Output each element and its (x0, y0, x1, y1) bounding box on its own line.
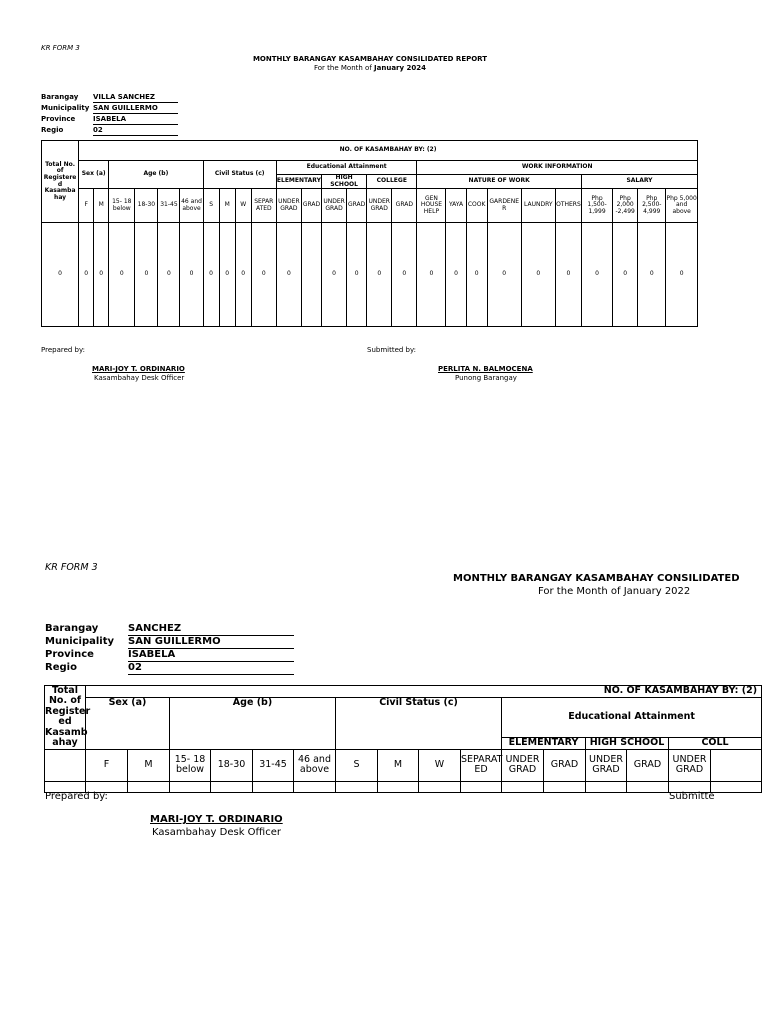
total-cell: 0 (42, 223, 79, 327)
col-header: GRAD (347, 189, 367, 223)
table-cell: 0 (367, 223, 392, 327)
educational-attainment-header: Educational Attainment (502, 698, 762, 738)
table-cell: 0 (666, 223, 698, 327)
table-cell: 0 (203, 223, 219, 327)
preparer-title: Kasambahay Desk Officer (94, 374, 185, 382)
table-cell: 0 (251, 223, 276, 327)
table-cell (301, 223, 321, 327)
col-header: UNDER GRAD (586, 749, 627, 781)
col-header: OTHERS (555, 189, 581, 223)
table-cell: 0 (613, 223, 638, 327)
total-header: Total No. of Registere d Kasamba hay (42, 141, 79, 223)
preparer-title: Kasambahay Desk Officer (152, 827, 281, 838)
field-value: SAN GUILLERMO (128, 636, 294, 649)
report-month: For the Month of January 2022 (538, 586, 691, 597)
col-header: 18-30 (135, 189, 158, 223)
col-header: UNDER GRAD (502, 749, 544, 781)
civil-status-header: Civil Status (c) (336, 698, 502, 750)
table-cell (627, 781, 669, 792)
nature-of-work-header: NATURE OF WORK (417, 175, 582, 189)
work-information-header: WORK INFORMATION (417, 161, 698, 175)
col-header: SEPAR ATED (251, 189, 276, 223)
preparer-name: MARI-JOY T. ORDINARIO (92, 365, 185, 373)
report-title: MONTHLY BARANGAY KASAMBAHAY CONSILIDATED (453, 573, 740, 584)
field-value: SANCHEZ (128, 623, 294, 636)
table-cell (586, 781, 627, 792)
table-cell: 0 (446, 223, 466, 327)
table-cell: 0 (392, 223, 417, 327)
table-cell: 0 (322, 223, 347, 327)
table-cell (502, 781, 544, 792)
col-header: Php 5,000 and above (666, 189, 698, 223)
submitted-by-label: Submitte (669, 791, 715, 802)
table-cell (544, 781, 586, 792)
table-cell: 0 (276, 223, 301, 327)
report-title: MONTHLY BARANGAY KASAMBAHAY CONSILIDATED REPORT (252, 55, 488, 63)
table-cell: 0 (158, 223, 180, 327)
no-of-kasambahay-header: NO. OF KASAMBAHAY BY: (2) (86, 686, 762, 698)
col-header: GARDENE R (487, 189, 521, 223)
table-cell (170, 781, 211, 792)
table-row (45, 781, 762, 792)
educational-attainment-header: Educational Attainment (276, 161, 417, 175)
table-row (42, 223, 698, 327)
col-header: 31-45 (253, 749, 294, 781)
civil-status-header: Civil Status (c) (203, 161, 276, 189)
col-header: GRAD (627, 749, 669, 781)
no-of-kasambahay-header: NO. OF KASAMBAHAY BY: (2) (79, 141, 698, 161)
col-header: COOK (466, 189, 487, 223)
col-header: M (378, 749, 419, 781)
submitter-name: PERLITA N. BALMOCENA (438, 365, 533, 373)
col-header: GRAD (392, 189, 417, 223)
table-cell (253, 781, 294, 792)
report-month: For the Month of January 2024 (314, 64, 426, 72)
col-header: 18-30 (211, 749, 253, 781)
col-header: F (79, 189, 94, 223)
sex-header: Sex (a) (79, 161, 109, 189)
preparer-name: MARI-JOY T. ORDINARIO (150, 814, 283, 825)
col-header: 15- 18 below (109, 189, 135, 223)
age-header: Age (b) (109, 161, 203, 189)
table-cell (294, 781, 336, 792)
location-fields (41, 92, 178, 136)
table-cell: 0 (180, 223, 203, 327)
table-cell (711, 781, 762, 792)
col-header: 46 and above (294, 749, 336, 781)
table-cell: 0 (487, 223, 521, 327)
elementary-header: ELEMENTARY (502, 737, 586, 749)
col-header: S (336, 749, 378, 781)
table-cell: 0 (638, 223, 666, 327)
col-header (711, 749, 762, 781)
report-table (41, 140, 698, 327)
submitted-by-label: Submitted by: (367, 346, 416, 354)
field-value: ISABELA (128, 649, 294, 662)
col-header: UNDER GRAD (322, 189, 347, 223)
table-cell: 0 (94, 223, 109, 327)
table-cell (419, 781, 461, 792)
field-label: Municipality (45, 636, 115, 647)
table-cell (336, 781, 378, 792)
col-header: YAYA (446, 189, 466, 223)
table-cell: 0 (555, 223, 581, 327)
table-cell: 0 (135, 223, 158, 327)
field-value: 02 (93, 125, 178, 136)
high-school-header: HIGH SCHOOL (322, 175, 367, 189)
table-cell: 0 (466, 223, 487, 327)
location-fields (45, 623, 294, 675)
col-header: 46 and above (180, 189, 203, 223)
col-header: GRAD (544, 749, 586, 781)
col-header: UNDER GRAD (669, 749, 711, 781)
table-cell: 0 (219, 223, 235, 327)
table-cell: 0 (79, 223, 94, 327)
table-cell: 0 (109, 223, 135, 327)
col-header: 15- 18 below (170, 749, 211, 781)
submitter-title: Punong Barangay (455, 374, 517, 382)
report-table (44, 685, 762, 793)
field-value: VILLA SANCHEZ (93, 92, 178, 103)
table-cell: 0 (521, 223, 555, 327)
field-label: Province (41, 115, 76, 123)
field-value: ISABELA (93, 114, 178, 125)
high-school-header: HIGH SCHOOL (586, 737, 669, 749)
field-label: Municipality (41, 104, 90, 112)
field-label: Regio (45, 662, 77, 673)
col-header: GRAD (301, 189, 321, 223)
field-label: Barangay (41, 93, 79, 101)
col-header: Php 2,000 -2,499 (613, 189, 638, 223)
college-header: COLLEGE (367, 175, 417, 189)
field-label: Province (45, 649, 94, 660)
field-value: 02 (128, 662, 294, 675)
table-cell: 0 (581, 223, 612, 327)
report-2 (0, 555, 758, 855)
col-header: UNDER GRAD (367, 189, 392, 223)
table-cell (378, 781, 419, 792)
field-label: Barangay (45, 623, 99, 634)
col-header: M (94, 189, 109, 223)
prepared-by-label: Prepared by: (41, 346, 85, 354)
field-label: Regio (41, 126, 64, 134)
table-cell: 0 (347, 223, 367, 327)
elementary-header: ELEMENTARY (276, 175, 321, 189)
col-header: S (203, 189, 219, 223)
table-cell (128, 781, 170, 792)
form-code: KR FORM 3 (41, 44, 80, 52)
total-header: Total No. of Register ed Kasamb ahay (45, 685, 91, 749)
college-header: COLL (669, 737, 762, 749)
form-code: KR FORM 3 (45, 562, 98, 573)
col-header: GEN HOUSE HELP (417, 189, 446, 223)
col-header: SEPARAT ED (461, 749, 502, 781)
col-header: 31-45 (158, 189, 180, 223)
table-cell (211, 781, 253, 792)
col-header: LAUNDRY (521, 189, 555, 223)
sex-header: Sex (a) (86, 698, 170, 750)
col-header: M (128, 749, 170, 781)
col-header: M (219, 189, 235, 223)
total-subheader-cell (45, 749, 86, 781)
field-value: SAN GUILLERMO (93, 103, 178, 114)
table-cell: 0 (235, 223, 251, 327)
col-header: UNDER GRAD (276, 189, 301, 223)
col-header: Php 2,500- 4,999 (638, 189, 666, 223)
salary-header: SALARY (581, 175, 697, 189)
table-cell (461, 781, 502, 792)
col-header: W (235, 189, 251, 223)
col-header: Php 1,500- 1,999 (581, 189, 612, 223)
age-header: Age (b) (170, 698, 336, 750)
col-header: F (86, 749, 128, 781)
prepared-by-label: Prepared by: (45, 791, 108, 802)
table-cell: 0 (417, 223, 446, 327)
col-header: W (419, 749, 461, 781)
